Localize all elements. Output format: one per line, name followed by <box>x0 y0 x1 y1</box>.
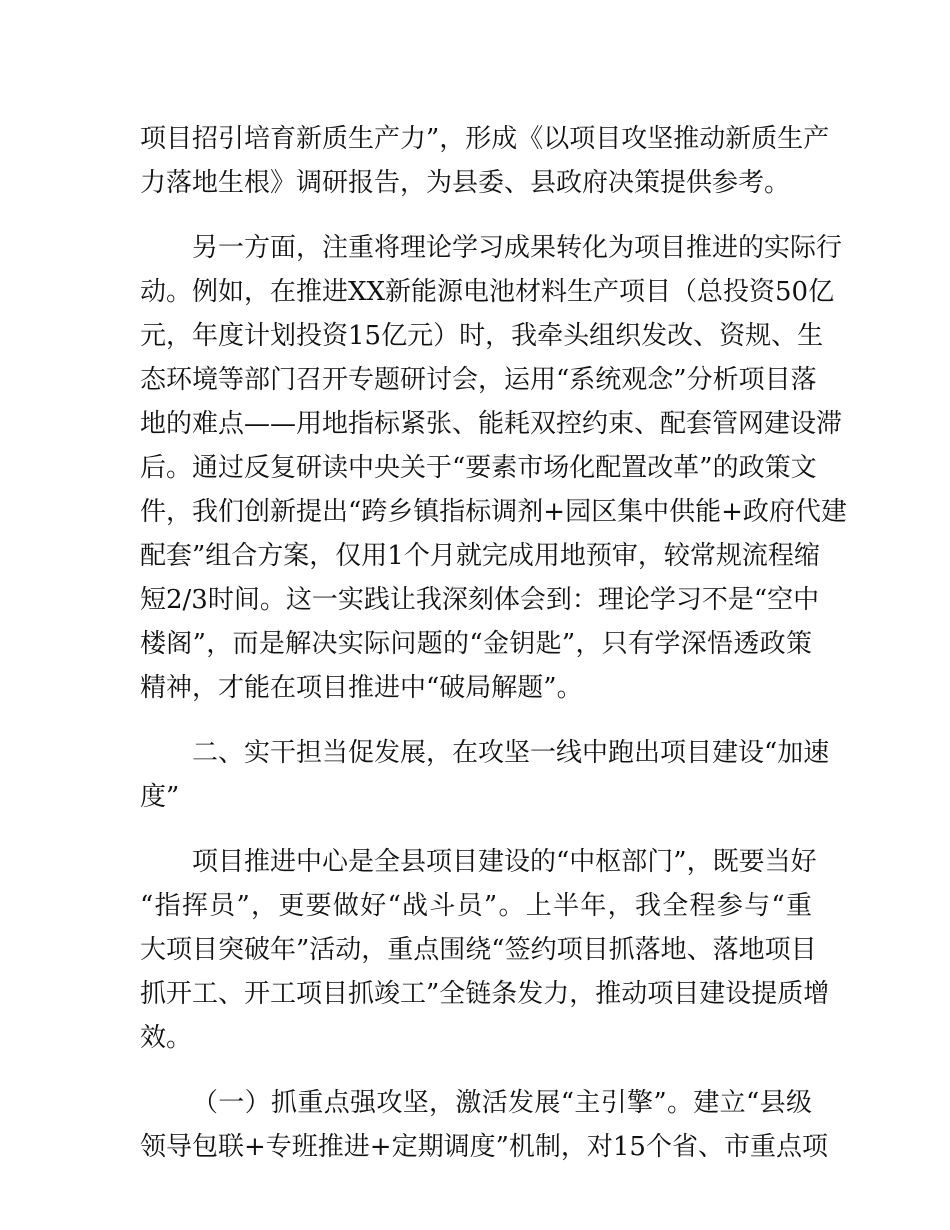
text-line: 效。 <box>140 1023 193 1053</box>
text-line: 件，我们创新提出“跨乡镇指标调剂+园区集中供能+政府代建 <box>140 497 847 527</box>
paragraph-project-center <box>140 840 830 1060</box>
text-line: 领导包联+专班推进+定期调度”机制，对15个省、市重点项 <box>140 1132 828 1162</box>
text-line: （一）抓重点强攻坚，激活发展“主引擎”。建立“县级 <box>192 1088 812 1118</box>
text-line: 楼阁”，而是解决实际问题的“金钥匙”，只有学深悟透政策 <box>140 629 812 659</box>
text-line: 大项目突破年”活动，重点围绕“签约项目抓落地、落地项目 <box>140 935 817 965</box>
text-line: 短2/3时间。这一实践让我深刻体会到：理论学习不是“空中 <box>140 585 820 615</box>
paragraph-subsection-1 <box>140 1081 828 1169</box>
text-line: 配套”组合方案，仅用1个月就完成用地预审，较常规流程缩 <box>140 541 820 571</box>
text-line: 态环境等部门召开专题研讨会，运用“系统观念”分析项目落 <box>140 365 817 395</box>
text-line: 力落地生根》调研报告，为县委、县政府决策提供参考。 <box>140 168 791 198</box>
text-line: 项目招引培育新质生产力”，形成《以项目攻坚推动新质生产 <box>140 124 830 154</box>
text-line: 动。例如，在推进XX新能源电池材料生产项目（总投资50亿 <box>140 277 835 307</box>
text-line: 项目推进中心是全县项目建设的“中枢部门”，既要当好 <box>192 847 817 877</box>
text-line: 元，年度计划投资15亿元）时，我牵头组织发改、资规、生 <box>140 321 824 351</box>
paragraph-continuation <box>140 117 830 205</box>
section-heading-2 <box>140 731 830 819</box>
heading-line: 度” <box>140 782 180 812</box>
document-body <box>140 117 847 1169</box>
text-line: 地的难点——用地指标紧张、能耗双控约束、配套管网建设滞 <box>140 409 843 439</box>
paragraph-theory-practice <box>140 226 847 710</box>
text-line: 抓开工、开工项目抓竣工”全链条发力，推动项目建设提质增 <box>140 979 830 1009</box>
text-line: “指挥员”，更要做好“战斗员”。上半年，我全程参与“重 <box>140 891 812 921</box>
text-line: 精神，才能在项目推进中“破局解题”。 <box>140 673 583 703</box>
text-line: 另一方面，注重将理论学习成果转化为项目推进的实际行 <box>192 233 843 263</box>
text-line: 后。通过反复研读中央关于“要素市场化配置改革”的政策文 <box>140 453 817 483</box>
heading-line: 二、实干担当促发展，在攻坚一线中跑出项目建设“加速 <box>192 738 830 768</box>
